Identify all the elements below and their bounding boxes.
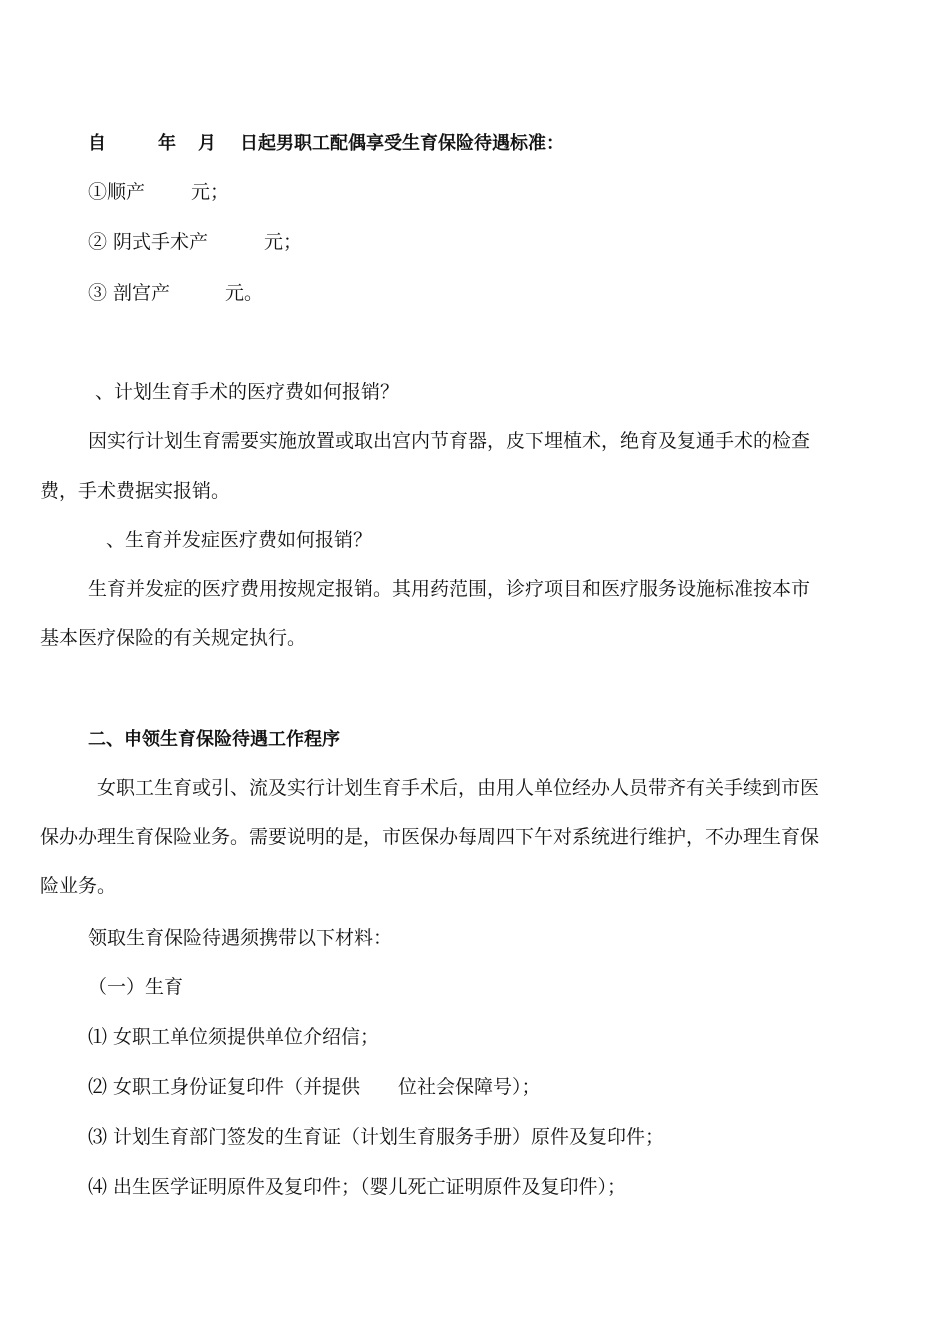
material-item-2 xyxy=(88,1074,541,1100)
item-label: ③ 剖宫产 xyxy=(88,282,171,304)
item-unit: 元； xyxy=(191,181,230,203)
standard-month: 月 xyxy=(198,133,216,154)
material-item-3: ⑶ 计划生育部门签发的生育证（计划生育服务手册）原件及复印件； xyxy=(88,1126,665,1148)
q-complication-body-1: 生育并发症的医疗费用按规定报销。其用药范围，诊疗项目和医疗服务设施标准按本市 xyxy=(88,578,811,600)
q-complication-body-2: 基本医疗保险的有关规定执行。 xyxy=(40,627,307,649)
section2-para-2: 保办办理生育保险业务。需要说明的是，市医保办每周四下午对系统进行维护，不办理生育保 xyxy=(40,826,820,848)
sub-heading-birth: （一）生育 xyxy=(88,976,184,998)
material-item-2-a: ⑵ 女职工身份证复印件（并提供 xyxy=(88,1076,361,1098)
item-unit: 元。 xyxy=(225,282,264,304)
item-label: ①顺产 xyxy=(88,181,146,203)
item-unit: 元； xyxy=(264,231,303,253)
item-label: ② 阴式手术产 xyxy=(88,231,209,253)
section2-title: 二、申领生育保险待遇工作程序 xyxy=(88,729,340,750)
standard-heading xyxy=(88,131,564,157)
item-vaginal-surgery xyxy=(88,229,302,255)
section2-para-1: 女职工生育或引、流及实行计划生育手术后，由用人单位经办人员带齐有关手续到市医 xyxy=(97,777,820,799)
material-item-2-b: 位社会保障号）； xyxy=(398,1076,541,1098)
q-family-planning-body-2: 费，手术费据实报销。 xyxy=(40,480,231,502)
item-natural-birth xyxy=(88,179,229,205)
q-family-planning-body-1: 因实行计划生育需要实施放置或取出宫内节育器，皮下埋植术，绝育及复通手术的检查 xyxy=(88,430,811,452)
material-item-1: ⑴ 女职工单位须提供单位介绍信； xyxy=(88,1026,380,1048)
standard-year: 年 xyxy=(158,133,176,154)
q-complication-heading: 、生育并发症医疗费如何报销？ xyxy=(106,529,373,551)
standard-rest: 日起男职工配偶享受生育保险待遇标准： xyxy=(240,133,564,154)
materials-intro: 领取生育保险待遇须携带以下材料： xyxy=(88,927,393,949)
section2-para-3: 险业务。 xyxy=(40,875,117,897)
material-item-4: ⑷ 出生医学证明原件及复印件；（婴儿死亡证明原件及复印件）； xyxy=(88,1176,627,1198)
item-cesarean xyxy=(88,280,263,306)
standard-from: 自 xyxy=(88,133,106,154)
q-family-planning-heading: 、计划生育手术的医疗费如何报销？ xyxy=(95,381,400,403)
